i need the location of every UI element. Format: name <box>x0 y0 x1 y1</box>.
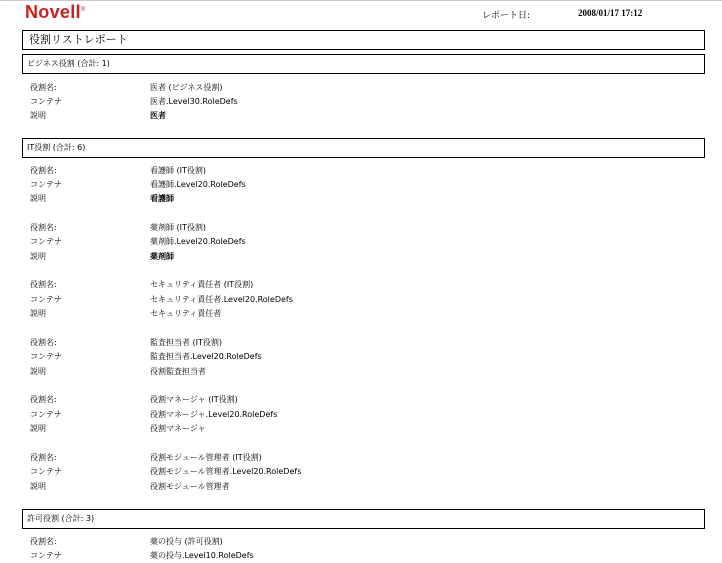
description-row <box>30 192 690 206</box>
container-label: コンテナ <box>30 237 62 246</box>
container-value: 医者.Level30.RoleDefs <box>150 97 238 106</box>
description-row <box>30 422 690 436</box>
report-title: 役割リストレポート <box>22 30 705 50</box>
role-name-label: 役割名: <box>30 223 57 232</box>
role-name-label: 役割名: <box>30 537 57 546</box>
role-name-value: 監査担当者 (IT役割) <box>150 338 223 347</box>
role-name-label: 役割名: <box>30 83 57 92</box>
container-value: 役割マネージャ.Level20.RoleDefs <box>150 410 278 419</box>
description-value: 役割マネージャ <box>150 424 206 433</box>
role-name-row <box>30 278 690 292</box>
container-label: コンテナ <box>30 180 62 189</box>
role-name-value: セキュリティ責任者 (IT役割) <box>150 280 254 289</box>
container-label: コンテナ <box>30 551 62 560</box>
container-row <box>30 95 690 109</box>
container-value: 監査担当者.Level20.RoleDefs <box>150 352 262 361</box>
container-row <box>30 293 690 307</box>
report-date-label: レポート日: <box>482 11 531 21</box>
description-label: 説明 <box>30 309 46 318</box>
description-label: 説明 <box>30 424 46 433</box>
role-name-value: 看護師 (IT役割) <box>150 166 207 175</box>
container-row <box>30 235 690 249</box>
logo-text: Novell <box>25 2 81 22</box>
container-value: 役割モジュール管理者.Level20.RoleDefs <box>150 467 302 476</box>
description-label: 説明 <box>30 252 46 261</box>
description-value: セキュリティ責任者 <box>150 309 222 318</box>
container-row <box>30 549 690 563</box>
container-label: コンテナ <box>30 352 62 361</box>
section-heading-business-roles: ビジネス役割 (合計: 1) <box>22 54 705 74</box>
role-name-label: 役割名: <box>30 166 57 175</box>
container-row <box>30 350 690 364</box>
description-label: 説明 <box>30 194 46 203</box>
description-row <box>30 307 690 321</box>
description-row <box>30 480 690 494</box>
container-row <box>30 408 690 422</box>
role-name-row <box>30 336 690 350</box>
container-row <box>30 465 690 479</box>
container-value: 薬剤師.Level20.RoleDefs <box>150 237 246 246</box>
description-label: 説明 <box>30 367 46 376</box>
container-value: セキュリティ責任者.Level20.RoleDefs <box>150 295 293 304</box>
section-heading-it-roles: IT役割 (合計: 6) <box>22 138 705 158</box>
description-row <box>30 109 690 123</box>
description-label: 説明 <box>30 482 46 491</box>
description-value: 薬剤師 <box>150 252 174 261</box>
description-row <box>30 365 690 379</box>
role-name-value: 薬剤師 (IT役割) <box>150 223 207 232</box>
role-name-label: 役割名: <box>30 453 57 462</box>
role-name-value: 役割マネージャ (IT役割) <box>150 395 238 404</box>
report-date-value: 2008/01/17 17:12 <box>578 8 643 18</box>
role-name-row <box>30 393 690 407</box>
role-name-row <box>30 164 690 178</box>
container-label: コンテナ <box>30 295 62 304</box>
container-value: 薬の投与.Level10.RoleDefs <box>150 551 254 560</box>
role-name-value: 役割モジュール管理者 (IT役割) <box>150 453 262 462</box>
container-row <box>30 178 690 192</box>
role-name-value: 薬の投与 (許可役割) <box>150 537 223 546</box>
role-name-row <box>30 81 690 95</box>
logo-trademark: ® <box>80 7 86 13</box>
description-value: 医者 <box>150 111 166 120</box>
description-row <box>30 250 690 264</box>
section-heading-permission-roles: 許可役割 (合計: 3) <box>22 509 705 529</box>
role-name-value: 医者 (ビジネス役割) <box>150 83 223 92</box>
description-value: 役割監査担当者 <box>150 367 206 376</box>
novell-logo <box>25 2 86 23</box>
role-name-row <box>30 451 690 465</box>
role-name-row <box>30 221 690 235</box>
role-name-label: 役割名: <box>30 280 57 289</box>
role-name-row <box>30 535 690 549</box>
description-value: 看護師 <box>150 194 174 203</box>
container-label: コンテナ <box>30 97 62 106</box>
role-name-label: 役割名: <box>30 395 57 404</box>
description-value: 役割モジュール管理者 <box>150 482 230 491</box>
role-name-label: 役割名: <box>30 338 57 347</box>
container-label: コンテナ <box>30 467 62 476</box>
container-label: コンテナ <box>30 410 62 419</box>
description-label: 説明 <box>30 111 46 120</box>
container-value: 看護師.Level20.RoleDefs <box>150 180 246 189</box>
